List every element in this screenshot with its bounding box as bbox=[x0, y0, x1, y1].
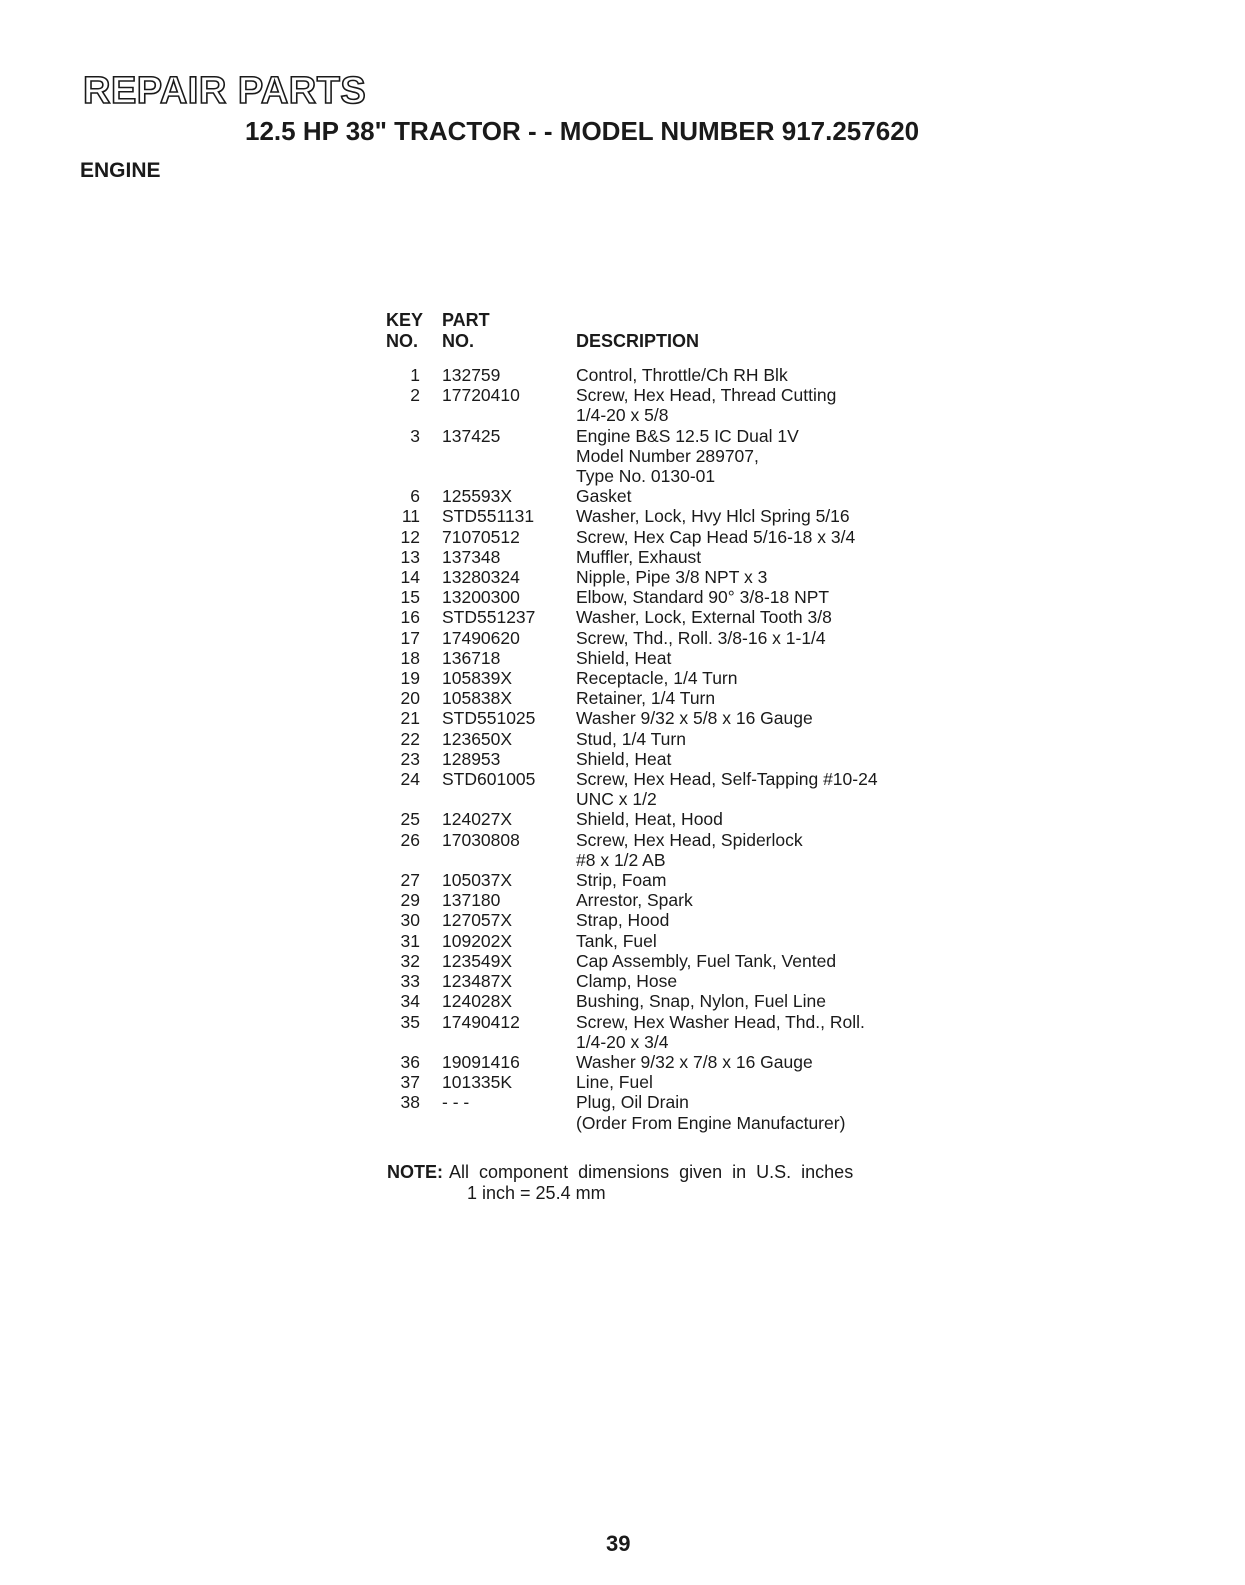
part-no-cell: 13280324 bbox=[442, 567, 520, 588]
part-no-cell: 123549X bbox=[442, 950, 513, 971]
part-no-cell: 124027X bbox=[442, 809, 513, 830]
description-line: 1/4-20 x 3/4 bbox=[576, 1031, 669, 1052]
description-cell bbox=[576, 769, 878, 809]
part-no-cell: 71070512 bbox=[442, 526, 520, 547]
description-cell bbox=[576, 890, 878, 910]
description-cell bbox=[576, 567, 878, 587]
part-no-cell: 17720410 bbox=[442, 385, 520, 406]
description-cell bbox=[576, 951, 878, 971]
key-no-cell: 36 bbox=[400, 1051, 420, 1072]
section-title: ENGINE bbox=[80, 159, 161, 182]
description-cell bbox=[576, 830, 878, 870]
table-row bbox=[380, 506, 878, 526]
description-cell bbox=[576, 426, 878, 487]
table-row bbox=[380, 486, 878, 506]
part-no-cell: 137180 bbox=[442, 890, 501, 911]
part-no-cell: 105037X bbox=[442, 870, 513, 891]
part-no-cell: - - - bbox=[442, 1092, 470, 1113]
part-no-cell: 13200300 bbox=[442, 587, 520, 608]
description-line: Shield, Heat bbox=[576, 748, 672, 769]
part-no-cell: 123650X bbox=[442, 728, 513, 749]
description-line: Washer 9/32 x 7/8 x 16 Gauge bbox=[576, 1051, 813, 1072]
description-line: Screw, Thd., Roll. 3/8-16 x 1-1/4 bbox=[576, 627, 826, 648]
key-no-cell: 1 bbox=[410, 365, 420, 385]
description-cell bbox=[576, 971, 878, 991]
description-line: Washer, Lock, External Tooth 3/8 bbox=[576, 607, 832, 628]
description-cell bbox=[576, 931, 878, 951]
table-row bbox=[380, 1092, 878, 1132]
key-no-cell: 29 bbox=[400, 890, 420, 911]
model-subtitle: 12.5 HP 38" TRACTOR - - MODEL NUMBER 917.257620 bbox=[245, 116, 920, 146]
table-row bbox=[380, 1052, 878, 1072]
note bbox=[387, 1162, 853, 1204]
part-no-cell: 101335K bbox=[442, 1072, 513, 1093]
description-cell bbox=[576, 688, 878, 708]
part-no-cell: 17490620 bbox=[442, 627, 520, 648]
description-cell bbox=[576, 668, 878, 688]
table-row bbox=[380, 991, 878, 1011]
key-no-cell: 31 bbox=[400, 930, 420, 951]
description-cell bbox=[576, 607, 878, 627]
key-no-cell: 16 bbox=[400, 607, 420, 628]
table-row bbox=[380, 527, 878, 547]
description-line: Muffler, Exhaust bbox=[576, 546, 702, 567]
description-cell bbox=[576, 749, 878, 769]
description-line: Line, Fuel bbox=[576, 1072, 653, 1093]
table-row bbox=[380, 1072, 878, 1092]
key-header-line1: KEY bbox=[386, 310, 424, 330]
description-line: Strip, Foam bbox=[576, 870, 667, 891]
description-cell bbox=[576, 547, 878, 567]
header-row bbox=[380, 310, 878, 365]
table-row bbox=[380, 648, 878, 668]
description-line: Screw, Hex Head, Self-Tapping #10-24 bbox=[576, 769, 878, 790]
note-text-line2: 1 inch = 25.4 mm bbox=[467, 1183, 606, 1203]
description-cell bbox=[576, 1052, 878, 1072]
description-line: Washer 9/32 x 5/8 x 16 Gauge bbox=[576, 708, 813, 729]
description-line: Elbow, Standard 90° 3/8-18 NPT bbox=[576, 587, 830, 608]
parts-table-body bbox=[380, 365, 878, 1133]
key-no-cell: 19 bbox=[400, 668, 420, 689]
part-no-header bbox=[442, 310, 576, 365]
description-line: Strap, Hood bbox=[576, 910, 670, 931]
table-row bbox=[380, 547, 878, 567]
table-row bbox=[380, 628, 878, 648]
key-no-cell: 18 bbox=[400, 647, 420, 668]
key-no-cell: 20 bbox=[400, 688, 420, 709]
key-no-cell: 22 bbox=[400, 728, 420, 749]
part-no-cell: 123487X bbox=[442, 971, 513, 992]
description-cell bbox=[576, 385, 878, 425]
key-no-cell: 38 bbox=[400, 1092, 420, 1113]
description-line: Washer, Lock, Hvy Hlcl Spring 5/16 bbox=[576, 506, 850, 527]
key-no-cell: 34 bbox=[400, 991, 420, 1012]
description-cell bbox=[576, 809, 878, 829]
description-line: Shield, Heat bbox=[576, 647, 672, 668]
description-line: Nipple, Pipe 3/8 NPT x 3 bbox=[576, 567, 768, 588]
description-line: Receptacle, 1/4 Turn bbox=[576, 668, 738, 689]
description-line: Screw, Hex Head, Spiderlock bbox=[576, 829, 803, 850]
description-line: Control, Throttle/Ch RH Blk bbox=[576, 365, 788, 385]
table-row bbox=[380, 729, 878, 749]
description-header bbox=[576, 310, 878, 365]
parts-table bbox=[380, 310, 878, 1133]
table-row bbox=[380, 910, 878, 930]
key-header-line2: NO. bbox=[386, 331, 419, 351]
part-no-cell: 105838X bbox=[442, 688, 513, 709]
part-header-line1: PART bbox=[442, 310, 490, 330]
table-row bbox=[380, 749, 878, 769]
description-line: Engine B&S 12.5 IC Dual 1V bbox=[576, 425, 799, 446]
part-no-cell: 124028X bbox=[442, 991, 513, 1012]
description-cell bbox=[576, 1072, 878, 1092]
key-no-cell: 23 bbox=[400, 748, 420, 769]
part-no-cell: 136718 bbox=[442, 647, 501, 668]
part-no-cell: STD601005 bbox=[442, 769, 536, 790]
description-line: Screw, Hex Cap Head 5/16-18 x 3/4 bbox=[576, 526, 856, 547]
part-no-cell: 109202X bbox=[442, 930, 513, 951]
key-no-cell: 37 bbox=[400, 1072, 420, 1093]
description-line: (Order From Engine Manufacturer) bbox=[576, 1112, 846, 1133]
table-row bbox=[380, 688, 878, 708]
description-line: Model Number 289707, bbox=[576, 445, 759, 466]
part-no-cell: 125593X bbox=[442, 486, 513, 507]
key-no-cell: 12 bbox=[400, 526, 420, 547]
key-no-cell: 35 bbox=[400, 1011, 420, 1032]
table-row bbox=[380, 587, 878, 607]
key-no-cell: 14 bbox=[400, 567, 420, 588]
description-header-text: DESCRIPTION bbox=[576, 331, 700, 351]
table-row bbox=[380, 830, 878, 870]
part-no-cell: 137348 bbox=[442, 546, 501, 567]
description-line: #8 x 1/2 AB bbox=[576, 849, 666, 870]
description-line: Cap Assembly, Fuel Tank, Vented bbox=[576, 950, 837, 971]
description-line: Gasket bbox=[576, 486, 632, 507]
key-no-cell: 27 bbox=[400, 870, 420, 891]
note-label: NOTE: bbox=[387, 1162, 443, 1182]
part-no-cell: 105839X bbox=[442, 668, 513, 689]
note-text-line1: All component dimensions given in U.S. inches bbox=[449, 1162, 854, 1182]
description-line: Type No. 0130-01 bbox=[576, 466, 716, 487]
description-line: Clamp, Hose bbox=[576, 971, 678, 992]
part-no-cell: 137425 bbox=[442, 425, 501, 446]
table-row bbox=[380, 426, 878, 487]
key-no-cell: 2 bbox=[410, 385, 420, 406]
part-no-cell: 132759 bbox=[442, 365, 501, 385]
description-cell bbox=[576, 910, 878, 930]
description-cell bbox=[576, 729, 878, 749]
description-cell bbox=[576, 1092, 878, 1132]
table-row bbox=[380, 951, 878, 971]
part-no-cell: 127057X bbox=[442, 910, 513, 931]
table-row bbox=[380, 365, 878, 385]
table-row bbox=[380, 668, 878, 688]
table-row bbox=[380, 931, 878, 951]
table-row bbox=[380, 607, 878, 627]
description-cell bbox=[576, 587, 878, 607]
description-cell bbox=[576, 486, 878, 506]
description-line: Tank, Fuel bbox=[576, 930, 657, 951]
description-cell bbox=[576, 991, 878, 1011]
description-line: Bushing, Snap, Nylon, Fuel Line bbox=[576, 991, 827, 1012]
description-cell bbox=[576, 527, 878, 547]
key-no-cell: 3 bbox=[410, 425, 420, 446]
part-no-cell: STD551025 bbox=[442, 708, 536, 729]
table-row bbox=[380, 809, 878, 829]
description-cell bbox=[576, 365, 878, 385]
description-line: Screw, Hex Head, Thread Cutting bbox=[576, 385, 837, 406]
description-line: 1/4-20 x 5/8 bbox=[576, 405, 669, 426]
table-row bbox=[380, 769, 878, 809]
key-no-cell: 6 bbox=[410, 486, 420, 507]
page-title: REPAIR PARTS bbox=[83, 70, 367, 112]
key-no-cell: 33 bbox=[400, 971, 420, 992]
key-no-cell: 25 bbox=[400, 809, 420, 830]
description-line: Screw, Hex Washer Head, Thd., Roll. bbox=[576, 1011, 865, 1032]
key-no-cell: 30 bbox=[400, 910, 420, 931]
key-no-cell: 32 bbox=[400, 950, 420, 971]
description-cell bbox=[576, 870, 878, 890]
part-no-cell: 17490412 bbox=[442, 1011, 520, 1032]
key-no-cell: 15 bbox=[400, 587, 420, 608]
key-no-cell: 13 bbox=[400, 546, 420, 567]
description-line: Stud, 1/4 Turn bbox=[576, 728, 686, 749]
key-no-cell: 11 bbox=[401, 506, 420, 527]
table-row bbox=[380, 890, 878, 910]
table-row bbox=[380, 1012, 878, 1052]
key-no-cell: 26 bbox=[400, 829, 420, 850]
table-row bbox=[380, 567, 878, 587]
key-no-cell: 17 bbox=[400, 627, 420, 648]
table-row bbox=[380, 971, 878, 991]
part-no-cell: STD551237 bbox=[442, 607, 536, 628]
description-line: Plug, Oil Drain bbox=[576, 1092, 689, 1113]
table-row bbox=[380, 385, 878, 425]
description-line: Shield, Heat, Hood bbox=[576, 809, 723, 830]
description-cell bbox=[576, 648, 878, 668]
parts-table-header bbox=[380, 310, 878, 365]
description-line: Arrestor, Spark bbox=[576, 890, 693, 911]
part-no-cell: 19091416 bbox=[442, 1051, 520, 1072]
table-row bbox=[380, 870, 878, 890]
part-no-cell: 128953 bbox=[442, 748, 501, 769]
key-no-cell: 24 bbox=[400, 769, 420, 790]
description-cell bbox=[576, 708, 878, 728]
description-cell bbox=[576, 1012, 878, 1052]
part-no-cell: 17030808 bbox=[442, 829, 520, 850]
table-row bbox=[380, 708, 878, 728]
part-header-line2: NO. bbox=[442, 331, 475, 351]
key-no-header bbox=[380, 310, 442, 365]
key-no-cell: 21 bbox=[400, 708, 420, 729]
part-no-cell: STD551131 bbox=[442, 506, 535, 527]
description-cell bbox=[576, 506, 878, 526]
page-number: 39 bbox=[606, 1531, 631, 1556]
description-line: Retainer, 1/4 Turn bbox=[576, 688, 716, 709]
description-cell bbox=[576, 628, 878, 648]
description-line: UNC x 1/2 bbox=[576, 789, 657, 810]
